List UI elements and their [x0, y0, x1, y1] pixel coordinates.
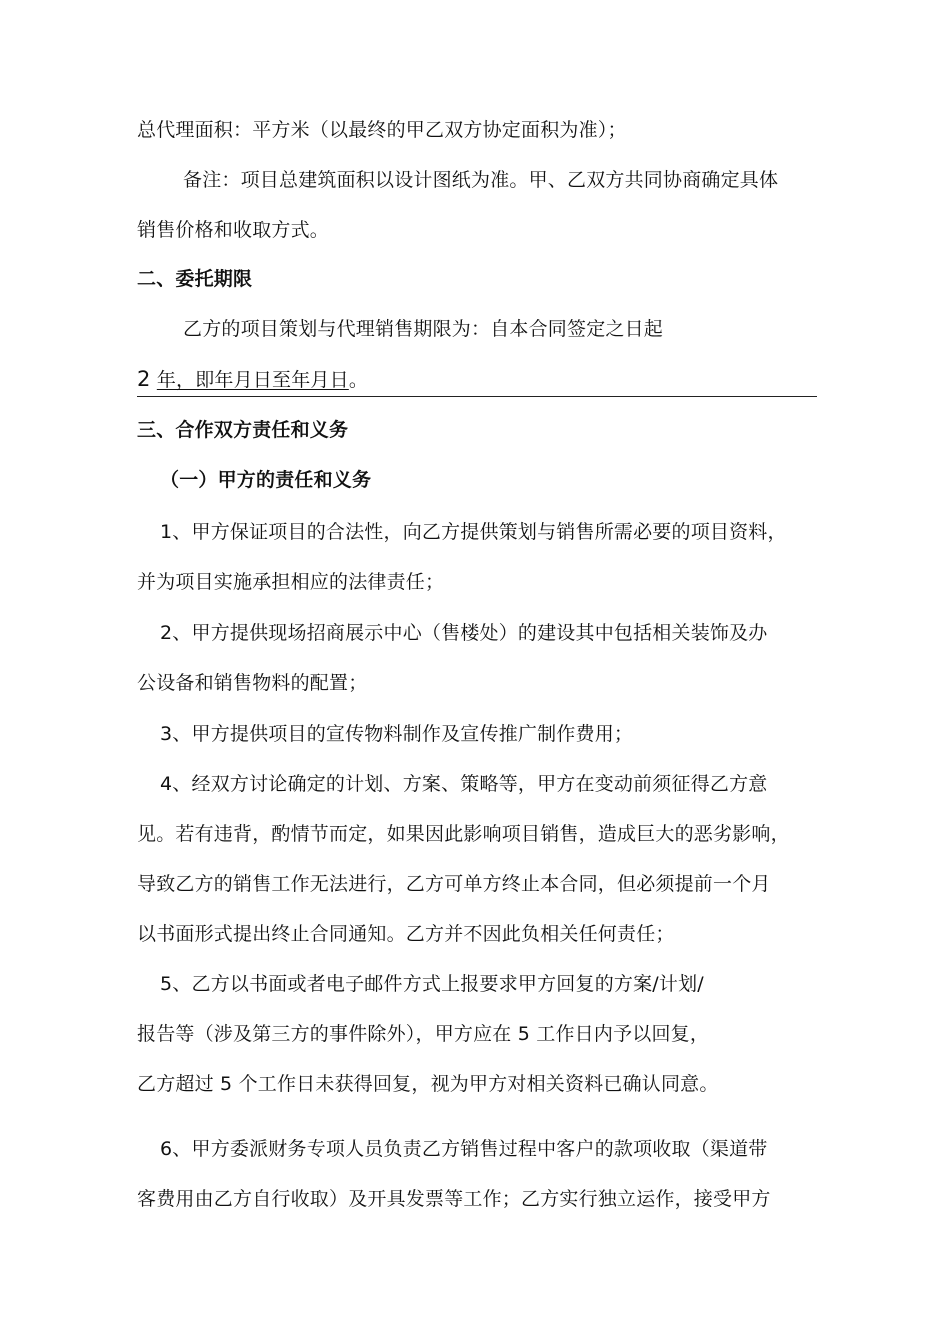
section-3-heading: 三、合作双方责任和义务 — [137, 419, 349, 441]
item-3-line-1: 3、甲方提供项目的宣传物料制作及宣传推广制作费用； — [160, 723, 634, 745]
item-1-line-1: 1、甲方保证项目的合法性，向乙方提供策划与销售所需必要的项目资料， — [160, 521, 787, 543]
item-2-line-2: 公设备和销售物料的配置； — [137, 672, 368, 694]
item-5-line-3: 乙方超过 5 个工作日未获得回复，视为甲方对相关资料已确认同意。 — [137, 1073, 719, 1095]
item-6-line-1: 6、甲方委派财务专项人员负责乙方销售过程中客户的款项收取（渠道带 — [160, 1138, 768, 1160]
item-4-line-1: 4、经双方讨论确定的计划、方案、策略等，甲方在变动前须征得乙方意 — [160, 773, 768, 795]
item-6-line-2: 客费用由乙方自行收取）及开具发票等工作；乙方实行独立运作，接受甲方 — [137, 1188, 771, 1210]
subsection-1-heading: （一）甲方的责任和义务 — [160, 469, 372, 491]
item-1-line-2: 并为项目实施承担相应的法律责任； — [137, 571, 445, 593]
term-years-number: 2 — [137, 367, 151, 391]
remark-line-2: 销售价格和收取方式。 — [137, 219, 330, 241]
term-dates-underlined: 年，即年月日至年月日 — [156, 369, 349, 391]
term-line-2 — [137, 367, 368, 392]
item-4-line-3: 导致乙方的销售工作无法进行，乙方可单方终止本合同，但必须提前一个月 — [137, 873, 771, 895]
area-line: 总代理面积：平方米（以最终的甲乙双方协定面积为准）； — [137, 119, 627, 141]
remark-line-1: 备注：项目总建筑面积以设计图纸为准。甲、乙双方共同协商确定具体 — [183, 169, 779, 191]
section-2-heading: 二、委托期限 — [137, 268, 253, 290]
term-line-1: 乙方的项目策划与代理销售期限为：自本合同签定之日起 — [183, 318, 664, 340]
horizontal-rule — [137, 396, 817, 397]
term-line-2-end: 。 — [348, 369, 369, 391]
item-2-line-1: 2、甲方提供现场招商展示中心（售楼处）的建设其中包括相关装饰及办 — [160, 622, 768, 644]
item-5-line-2: 报告等（涉及第三方的事件除外），甲方应在 5 工作日内予以回复， — [137, 1023, 710, 1045]
item-4-line-4: 以书面形式提出终止合同通知。乙方并不因此负相关任何责任； — [137, 923, 675, 945]
item-5-line-1: 5、乙方以书面或者电子邮件方式上报要求甲方回复的方案/计划/ — [160, 973, 704, 995]
item-4-line-2: 见。若有违背，酌情节而定，如果因此影响项目销售，造成巨大的恶劣影响， — [137, 823, 790, 845]
